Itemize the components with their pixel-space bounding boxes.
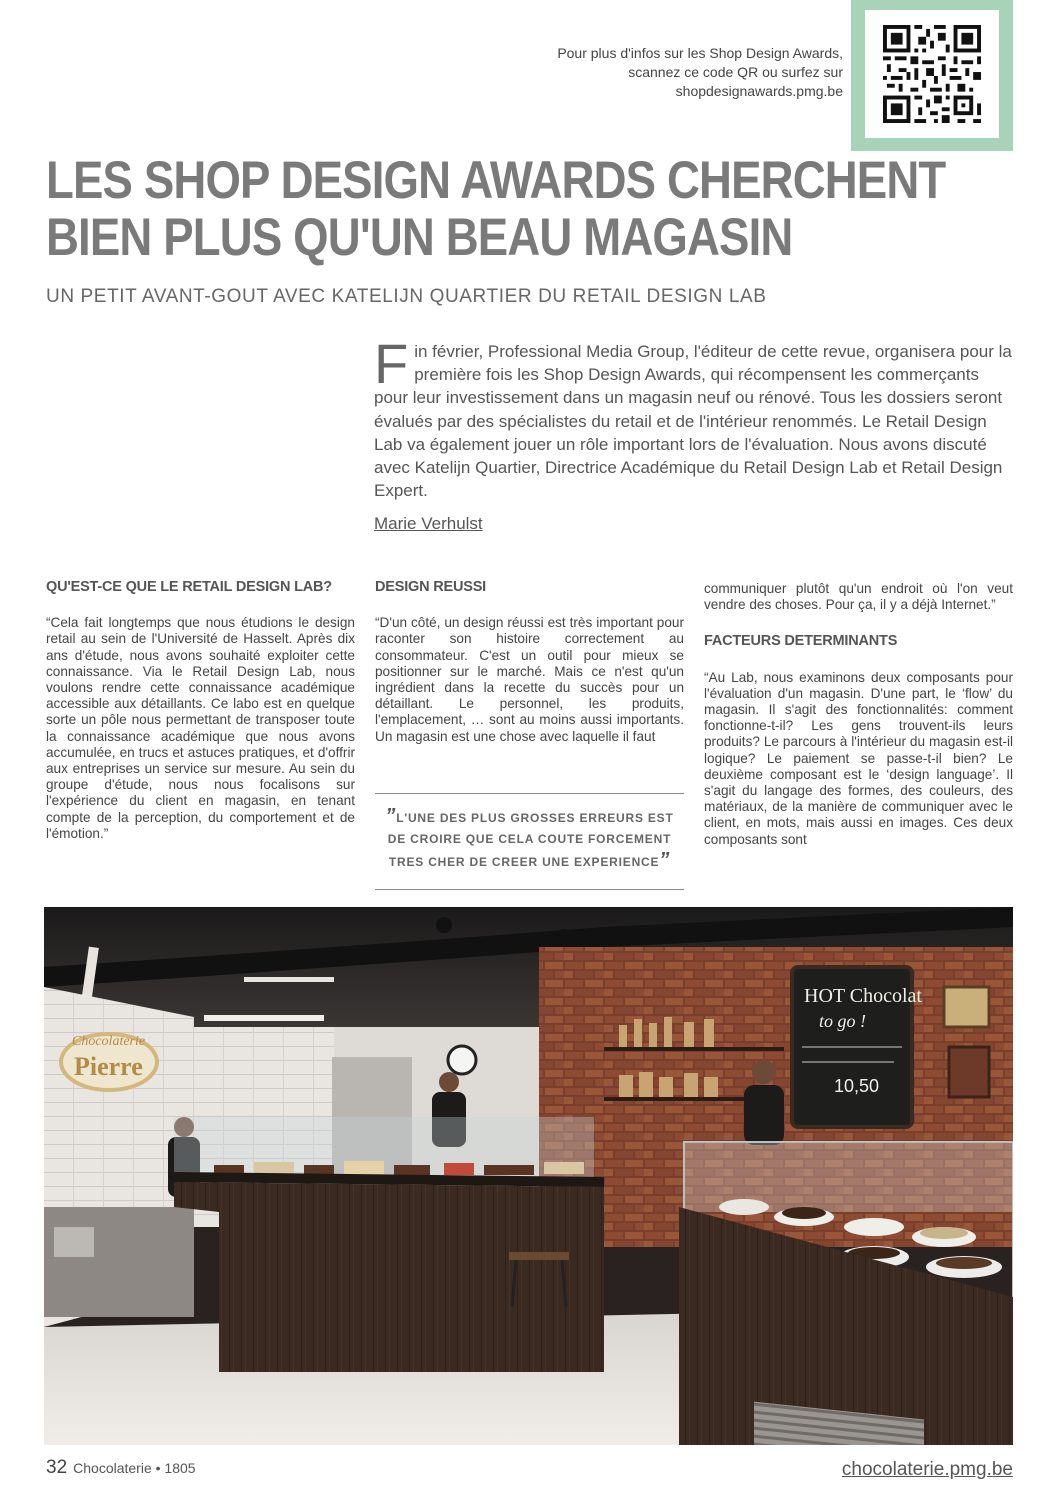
qr-note: [483, 44, 843, 101]
shop-photo-illustration: [44, 907, 1013, 1445]
section-heading: QU'EST-CE QUE LE RETAIL DESIGN LAB?: [46, 579, 332, 595]
website-link[interactable]: chocolaterie.pmg.be: [841, 1459, 1013, 1480]
intro-text: in février, Professional Media Group, l'éditeur de cette revue, organisera pour la première fois les Shop Design Awards, qui récompensent les commerçants pour leur investissement dans un magasin neuf ou rénové. Tous les dossiers seront évalués par des spécialistes du retail et de l'intérieur renommés. Le Retail Design Lab va également jouer un rôle important lors de l'évaluation. Nous avons discuté avec Katelijn Quartier, Directrice Académique du Retail Design Lab et Retail Design Expert.: [374, 342, 1012, 501]
magazine-issue: Chocolaterie • 1805: [73, 1460, 196, 1476]
chalkboard-title: HOT Chocolat: [804, 985, 922, 1007]
author-byline[interactable]: Marie Verhulst: [374, 514, 483, 533]
page-footer-left: [46, 1457, 196, 1479]
qr-note-line: scannez ce code QR ou surfez sur: [628, 64, 843, 80]
pull-quote: [375, 793, 684, 890]
qr-note-url[interactable]: shopdesignawards.pmg.be: [675, 83, 843, 99]
article-subtitle: UN PETIT AVANT-GOUT AVEC KATELIJN QUARTIER DU RETAIL DESIGN LAB: [46, 286, 767, 307]
section-body: communiquer plutôt qu'un endroit où l'on veut vendre des choses. Pour ça, il y a déjà Internet.”: [704, 581, 1013, 613]
quote-line: DE CROIRE QUE CELA COUTE FORCEMENT: [387, 832, 672, 846]
section-heading: DESIGN REUSSI: [375, 579, 487, 595]
chalkboard-subtitle: to go !: [819, 1011, 866, 1031]
qr-note-line: Pour plus d'infos sur les Shop Design Awards,: [557, 45, 843, 61]
article-column-1: [46, 579, 355, 842]
shop-sign-line-1: Chocolaterie: [72, 1034, 146, 1049]
drop-cap: F: [374, 332, 409, 395]
article-title-line: BIEN PLUS QU'UN BEAU MAGASIN: [46, 208, 793, 267]
article-intro: [374, 332, 1014, 502]
section-body: “Au Lab, nous examinons deux composants pour l'évaluation d'un magasin. D'une part, le ‘flow’ du magasin. Il s'agit des fonctionnalités: comment fonctionne-t-il? Les gens trouvent-ils leurs produits? Le parcours à l'intérieur du magasin est-il logique? Le paiement se passe-t-il bien? Le deuxième composant est le ‘design language’. Il s'agit du langage des formes, des couleurs, des matériaux, de la manière de communiquer avec le client, en mots, mais aussi en images. Ces deux composants sont: [704, 669, 1013, 847]
shop-sign-line-2: Pierre: [74, 1052, 143, 1081]
article-column-2: [375, 579, 684, 745]
article-title-line: LES SHOP DESIGN AWARDS CHERCHENT: [46, 151, 946, 210]
article-title: [46, 151, 946, 267]
section-body: “D'un côté, un design réussi est très important pour raconter son histoire correctement au consommateur. C'est un outil pour mieux se positionner sur le marché. Mais ce n'est qu'un ingrédient dans la recette du succès pour un détaillant. Le personnel, les produits, l'emplacement, … sont au moins aussi importants. Un magasin est une chose avec laquelle il faut: [375, 615, 684, 744]
shop-interior-photo: [44, 907, 1013, 1445]
article-column-3: [704, 581, 1013, 848]
quote-line: TRES CHER DE CREER UNE EXPERIENCE: [388, 855, 660, 869]
qr-code[interactable]: [865, 10, 999, 138]
page-number: 32: [46, 1457, 68, 1478]
section-heading: FACTEURS DETERMINANTS: [704, 633, 898, 650]
qr-code-frame: [851, 0, 1013, 151]
quote-open-mark: ”: [385, 805, 397, 827]
quote-line: L'UNE DES PLUS GROSSES ERREURS EST: [396, 811, 674, 825]
qr-code-icon: [883, 24, 981, 124]
quote-close-mark: ”: [659, 849, 671, 871]
section-body: “Cela fait longtemps que nous étudions le design retail au sein de l'Université de Hasselt. Après dix ans d'étude, nous avons souhaité exploiter cette connaissance. Via le Retail Design Lab, nous voulons rendre cette connaissance académique accessible aux détaillants. Ce labo est en quelque sorte un pôle nous permettant de transposer toute la connaissance académique que nous avons accumulée, en trucs et astuces pratiques, et d'offrir aux entreprises un service sur mesure. Au sein du groupe d'étude, nous nous focalisons sur l'expérience du client en magasin, en tenant compte de la perception, du comportement et de l'émotion.”: [46, 615, 355, 841]
chalkboard-price: 10,50: [834, 1076, 880, 1096]
